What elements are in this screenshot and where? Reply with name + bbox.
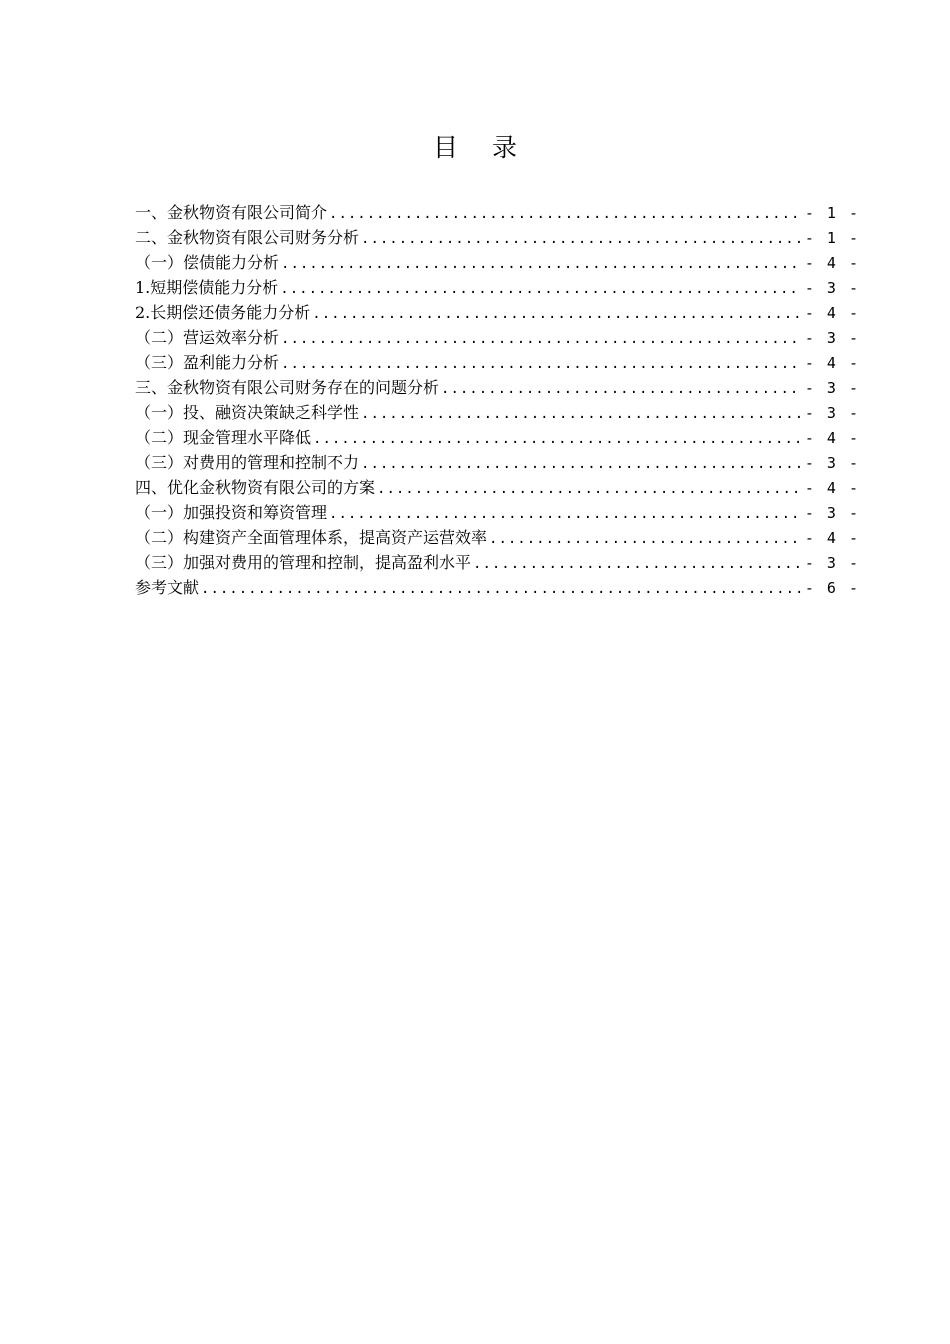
toc-entry-page-number: - 4 - xyxy=(804,354,860,372)
toc-entry[interactable] xyxy=(135,450,860,475)
toc-entry-page-number: - 3 - xyxy=(804,554,860,572)
toc-entry[interactable] xyxy=(135,550,860,575)
toc-entry-page-number: - 4 - xyxy=(804,254,860,272)
toc-entry[interactable] xyxy=(135,375,860,400)
toc-entry-label: 二、金秋物资有限公司财务分析 xyxy=(135,228,360,247)
toc-dot-leader xyxy=(471,552,801,577)
toc-entry-page-number: - 4 - xyxy=(804,529,860,547)
toc-entry[interactable] xyxy=(135,500,860,525)
toc-dot-leader xyxy=(278,277,801,302)
toc-dot-leader xyxy=(279,352,801,377)
toc-entry-label: （一）偿债能力分析 xyxy=(135,253,280,272)
toc-entry[interactable] xyxy=(135,275,860,300)
toc-entry-label: （三）对费用的管理和控制不力 xyxy=(135,453,360,472)
toc-dot-leader xyxy=(359,227,801,252)
toc-dot-leader xyxy=(487,527,801,552)
toc-entry-page-number: - 3 - xyxy=(804,279,860,297)
toc-entry-label: 1.短期偿债能力分析 xyxy=(135,278,279,297)
toc-entry[interactable] xyxy=(135,325,860,350)
toc-entry-label: （三）盈利能力分析 xyxy=(135,353,280,372)
toc-entry-label: （二）现金管理水平降低 xyxy=(135,428,312,447)
toc-entry-label: （三）加强对费用的管理和控制，提高盈利水平 xyxy=(135,553,472,572)
toc-entry-label: 2.长期偿还债务能力分析 xyxy=(135,303,311,322)
toc-title: 目录 xyxy=(432,133,551,162)
toc-entry[interactable] xyxy=(135,250,860,275)
toc-entry[interactable] xyxy=(135,575,860,600)
toc-dot-leader xyxy=(375,477,801,502)
toc-entry-page-number: - 1 - xyxy=(804,229,860,247)
toc-entry-page-number: - 4 - xyxy=(804,429,860,447)
toc-entry[interactable] xyxy=(135,425,860,450)
toc-entry[interactable] xyxy=(135,225,860,250)
toc-dot-leader xyxy=(359,452,801,477)
toc-dot-leader xyxy=(279,327,801,352)
toc-list xyxy=(135,200,860,600)
toc-dot-leader xyxy=(439,377,801,402)
toc-entry-page-number: - 4 - xyxy=(804,304,860,322)
toc-entry-label: （二）营运效率分析 xyxy=(135,328,280,347)
toc-dot-leader xyxy=(327,202,801,227)
toc-entry-page-number: - 3 - xyxy=(804,504,860,522)
toc-entry-label: 三、金秋物资有限公司财务存在的问题分析 xyxy=(135,378,440,397)
toc-entry[interactable] xyxy=(135,200,860,225)
toc-entry[interactable] xyxy=(135,400,860,425)
toc-entry-label: （二）构建资产全面管理体系，提高资产运营效率 xyxy=(135,528,488,547)
toc-entry-label: （一）投、融资决策缺乏科学性 xyxy=(135,403,360,422)
toc-entry[interactable] xyxy=(135,525,860,550)
toc-dot-leader xyxy=(310,302,801,327)
toc-entry-page-number: - 4 - xyxy=(804,479,860,497)
toc-entry-page-number: - 3 - xyxy=(804,329,860,347)
toc-dot-leader xyxy=(199,577,801,602)
toc-entry-label: 一、金秋物资有限公司简介 xyxy=(135,203,328,222)
toc-entry-page-number: - 3 - xyxy=(804,379,860,397)
toc-dot-leader xyxy=(359,402,801,427)
toc-entry-page-number: - 1 - xyxy=(804,204,860,222)
toc-entry-page-number: - 3 - xyxy=(804,454,860,472)
toc-entry[interactable] xyxy=(135,350,860,375)
toc-entry-label: 参考文献 xyxy=(135,578,200,597)
toc-dot-leader xyxy=(279,252,801,277)
toc-entry-page-number: - 6 - xyxy=(804,579,860,597)
toc-entry-label: 四、优化金秋物资有限公司的方案 xyxy=(135,478,376,497)
toc-entry-page-number: - 3 - xyxy=(804,404,860,422)
toc-dot-leader xyxy=(311,427,801,452)
toc-entry-label: （一）加强投资和筹资管理 xyxy=(135,503,328,522)
toc-entry[interactable] xyxy=(135,475,860,500)
toc-dot-leader xyxy=(327,502,801,527)
toc-entry[interactable] xyxy=(135,300,860,325)
